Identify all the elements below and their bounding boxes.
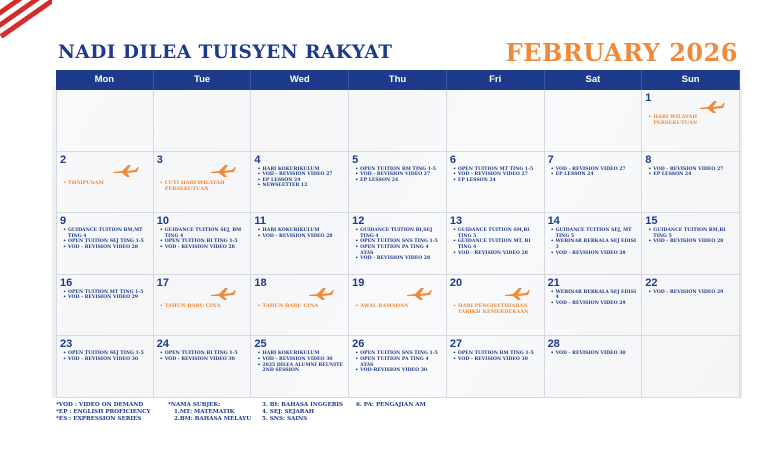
- event-item: • OPEN TUITION BI TING 1-5: [157, 351, 248, 357]
- event-list: [352, 351, 443, 373]
- event-item: • VOD - REVISION VIDEO 30: [548, 351, 639, 357]
- event-item: • VOD - REVISION VIDEO 28: [450, 251, 541, 257]
- event-item: • VOD - REVISION VIDEO 27: [352, 172, 443, 178]
- day-cell: [251, 213, 349, 275]
- event-item: • VOD - REVISION VIDEO 27: [254, 172, 345, 178]
- event-item: • EP LESSON 24: [352, 178, 443, 184]
- notes-subjects-1: [168, 402, 251, 424]
- event-item: • WEBINAR BERKALA SEJ EDISI 3: [548, 239, 639, 250]
- event-item: • VOD - REVISION VIDEO 27: [645, 167, 736, 173]
- day-cell: [642, 275, 740, 337]
- event-item: • VOD - REVISION VIDEO 29: [645, 290, 736, 296]
- weekday-wed: Wed: [251, 70, 349, 90]
- event-list: [254, 228, 345, 239]
- event-list: [645, 167, 736, 178]
- note-line: 5. SNS: SAINS: [262, 416, 308, 423]
- day-cell: [154, 213, 252, 275]
- day-number: 20: [449, 276, 463, 289]
- airplane-icon: [699, 100, 725, 114]
- event-item: • VOD - REVISION VIDEO 27: [548, 167, 639, 173]
- day-number: 10: [156, 215, 169, 228]
- day-cell: [349, 213, 447, 275]
- event-item: • OPEN TUITION SEJ TING 1-5: [60, 351, 150, 357]
- event-list: [157, 351, 248, 362]
- airplane-icon: [210, 164, 236, 178]
- event-list: [548, 290, 639, 307]
- event-list: [548, 351, 639, 357]
- day-cell: [56, 213, 154, 275]
- day-cell: [349, 275, 447, 337]
- day-number: 21: [547, 276, 560, 289]
- weekday-sat: Sat: [545, 70, 643, 90]
- note-line: 3. BI: BAHASA INGGERIS: [262, 402, 344, 408]
- day-number: 27: [449, 338, 463, 351]
- event-item: • GUIDANCE TUITION SEJ, BM TING 4: [157, 228, 248, 239]
- notes-subjects-3: [356, 402, 426, 409]
- event-item: • VOD-REVISION VIDEO 30: [352, 368, 443, 374]
- day-cell: [56, 275, 154, 337]
- weekday-fri: Fri: [447, 70, 545, 90]
- day-cell: [642, 213, 740, 275]
- event-item: • OPEN TUITION BM TING 1-5: [450, 351, 541, 357]
- event-list: [548, 228, 639, 256]
- event-item: • VOD - REVISION VIDEO 28: [352, 256, 443, 262]
- day-cell: [349, 152, 447, 214]
- event-list: [254, 351, 345, 373]
- event-list: [548, 167, 639, 178]
- event-list: [60, 228, 150, 250]
- event-item: • OPEN TUITION BM TING 1-5: [352, 167, 443, 173]
- day-number: 19: [352, 276, 365, 289]
- day-cell: [251, 152, 349, 214]
- day-cell: [56, 152, 154, 214]
- event-list: [352, 167, 443, 184]
- event-item: • VOD - REVISION VIDEO 28: [645, 239, 736, 245]
- holiday-label: • TAHUN BARU CINA: [157, 303, 248, 309]
- event-item: • OPEN TUITION BI TING 1-5: [157, 239, 248, 245]
- weekday-tue: Tue: [154, 70, 252, 90]
- airplane-icon: [308, 287, 334, 301]
- day-number: 3: [156, 153, 163, 166]
- day-cell: [447, 152, 545, 214]
- note-line: 4. SEJ: SEJARAH: [262, 409, 315, 416]
- note-line: *ES : EXPRESSION SERIES: [56, 416, 142, 423]
- event-item: • VOD - REVISION VIDEO 28: [60, 245, 150, 251]
- weekday-thu: Thu: [349, 70, 447, 90]
- event-item: • OPEN TUITION SNS TING 1-5: [352, 239, 443, 245]
- event-item: • OPEN TUITION PA TING 4 ATAS: [352, 245, 443, 256]
- day-cell: [251, 275, 349, 337]
- event-item: • VOD - REVISION VIDEO 27: [450, 172, 541, 178]
- day-cell: [447, 275, 545, 337]
- event-list: [60, 180, 150, 186]
- event-item: • OPEN TUITION PA TING 4 ATAS: [352, 357, 443, 368]
- day-cell: [545, 275, 643, 337]
- day-number: 7: [547, 153, 554, 166]
- day-number: 18: [254, 276, 267, 289]
- day-number: 9: [60, 215, 67, 228]
- airplane-icon: [210, 287, 236, 301]
- day-number: 13: [449, 215, 463, 228]
- day-number: 24: [156, 338, 169, 351]
- calendar: [56, 70, 740, 398]
- note-line: *EP : ENGLISH PROFICIENCY: [56, 409, 151, 416]
- holiday-label: • AWAL RAMADAN: [352, 303, 443, 309]
- empty-cell: [251, 90, 349, 152]
- notes-subjects-2: [262, 402, 343, 424]
- holiday-label: • HARI WILAYAH PERSEKUTUAN: [645, 114, 736, 126]
- event-list: [157, 303, 248, 309]
- event-list: [254, 303, 345, 309]
- note-line: 2.BM: BAHASA MELAYU: [174, 416, 252, 423]
- event-item: • VOD - REVISION VIDEO 28: [254, 234, 345, 240]
- airplane-icon: [406, 287, 432, 301]
- note-line: *VOD : VIDEO ON DEMAND: [56, 402, 144, 408]
- day-cell: [545, 213, 643, 275]
- event-item: • WEBINAR BERKALA SEJ EDISI 4: [548, 290, 639, 301]
- day-number: 17: [156, 276, 169, 289]
- event-item: • VOD - REVISION VIDEO 30: [157, 357, 248, 363]
- day-number: 23: [60, 338, 73, 351]
- event-item: • GUIDANCE TUITION BI,SEJ TING 4: [352, 228, 443, 239]
- event-item: • EP LESSON 24: [645, 172, 736, 178]
- holiday-label: • TAHUN BARU CINA: [254, 303, 345, 309]
- event-item: • VOD - REVISION VIDEO 29: [548, 301, 639, 307]
- day-number: 5: [352, 153, 359, 166]
- day-cell: [349, 336, 447, 398]
- event-list: [254, 167, 345, 189]
- empty-cell: [154, 90, 252, 152]
- legend-notes: [56, 402, 616, 446]
- calendar-grid: [56, 90, 740, 398]
- holiday-label: • HARI PENGISYTIHARAN TARIKH KEMERDEKAAN: [450, 303, 541, 315]
- event-list: [645, 290, 736, 296]
- day-number: 25: [254, 338, 267, 351]
- event-list: [157, 180, 248, 192]
- notes-abbreviations: [56, 402, 151, 424]
- page-title: NADI DILEA TUISYEN RAKYAT: [58, 42, 393, 63]
- event-item: • VOD - REVISION VIDEO 28: [157, 245, 248, 251]
- weekday-mon: Mon: [56, 70, 154, 90]
- empty-cell: [349, 90, 447, 152]
- weekday-sun: Sun: [642, 70, 740, 90]
- day-cell: [154, 275, 252, 337]
- event-item: • OPEN TUITION SNS TING 1-5: [352, 351, 443, 357]
- day-number: 4: [254, 153, 261, 166]
- day-cell: [642, 152, 740, 214]
- day-number: 16: [60, 276, 73, 289]
- day-cell: [154, 152, 252, 214]
- event-item: • VOD - REVISION VIDEO 28: [548, 251, 639, 257]
- airplane-icon: [113, 164, 139, 178]
- event-item: • VOD - REVISION VIDEO 29: [60, 295, 150, 301]
- day-cell: [251, 336, 349, 398]
- event-list: [450, 167, 541, 184]
- day-cell: [447, 336, 545, 398]
- empty-cell: [545, 90, 643, 152]
- day-cell: [447, 213, 545, 275]
- holiday-label: • THAIPUSAM: [60, 180, 150, 186]
- event-list: [645, 228, 736, 245]
- note-line: 6. PA: PENGAJIAN AM: [356, 402, 426, 408]
- empty-cell: [447, 90, 545, 152]
- day-number: 11: [254, 215, 267, 228]
- event-list: [60, 351, 150, 362]
- day-cell: [642, 90, 740, 152]
- event-list: [352, 303, 443, 309]
- event-item: • NEWSLETTER 12: [254, 183, 345, 189]
- day-number: 1: [645, 92, 652, 104]
- day-cell: [154, 336, 252, 398]
- event-item: • VOD - REVISION VIDEO 30: [450, 357, 541, 363]
- event-list: [645, 114, 736, 126]
- event-list: [60, 290, 150, 301]
- day-number: 8: [645, 153, 652, 166]
- empty-cell: [56, 90, 154, 152]
- day-cell: [545, 336, 643, 398]
- day-cell: [56, 336, 154, 398]
- day-number: 14: [547, 215, 560, 228]
- event-item: • OPEN TUITION MT TING 1-5: [60, 290, 150, 296]
- event-item: • GUIDANCE TUITION MT, BI TING 4: [450, 239, 541, 250]
- month-title: FEBRUARY 2026: [505, 38, 738, 67]
- event-list: [157, 228, 248, 250]
- note-line: 1.MT: MATEMATIK: [174, 409, 235, 416]
- weekday-header: [56, 70, 740, 90]
- event-item: • GUIDANCE TUITION SM,BI TING 5: [450, 228, 541, 239]
- day-number: 22: [645, 276, 658, 289]
- event-item: • GUIDANCE TUITION BM,BI TING 5: [645, 228, 736, 239]
- day-number: 26: [352, 338, 365, 351]
- event-item: • OPEN TUITION SEJ TING 1-5: [60, 239, 150, 245]
- event-list: [352, 228, 443, 262]
- event-item: • HARI KOKURIKULUM: [254, 351, 345, 357]
- event-item: • HARI KOKURIKULUM: [254, 167, 345, 173]
- holiday-label: • CUTI HARI WILAYAH PERSEKUTUAN: [157, 180, 248, 192]
- event-list: [450, 228, 541, 256]
- day-number: 28: [547, 338, 560, 351]
- event-item: • EP LESSON 24: [548, 172, 639, 178]
- event-item: • VOD - REVISION VIDEO 30: [60, 357, 150, 363]
- empty-cell: [642, 336, 740, 398]
- day-number: 2: [60, 153, 67, 166]
- event-item: • HARI KOKURIKULUM: [254, 228, 345, 234]
- airplane-icon: [504, 287, 530, 301]
- day-number: 6: [449, 153, 456, 166]
- event-item: • GUIDANCE TUITION BM,MT TING 4: [60, 228, 150, 239]
- event-item: • GUIDANCE TUITION SEJ, MT TING 5: [548, 228, 639, 239]
- event-item: • 2025 DILEA ALUMNI REUNITE 2ND SESSION: [254, 363, 345, 374]
- day-number: 12: [352, 215, 365, 228]
- event-list: [450, 303, 541, 315]
- note-line: *NAMA SUBJEK:: [168, 402, 221, 408]
- event-item: • EP LESSON 24: [450, 178, 541, 184]
- day-number: 15: [645, 215, 658, 228]
- day-cell: [545, 152, 643, 214]
- event-item: • VOD - REVISION VIDEO 30: [254, 357, 345, 363]
- event-item: • EP LESSON 24: [254, 178, 345, 184]
- event-item: • OPEN TUITION MT TING 1-5: [450, 167, 541, 173]
- event-list: [450, 351, 541, 362]
